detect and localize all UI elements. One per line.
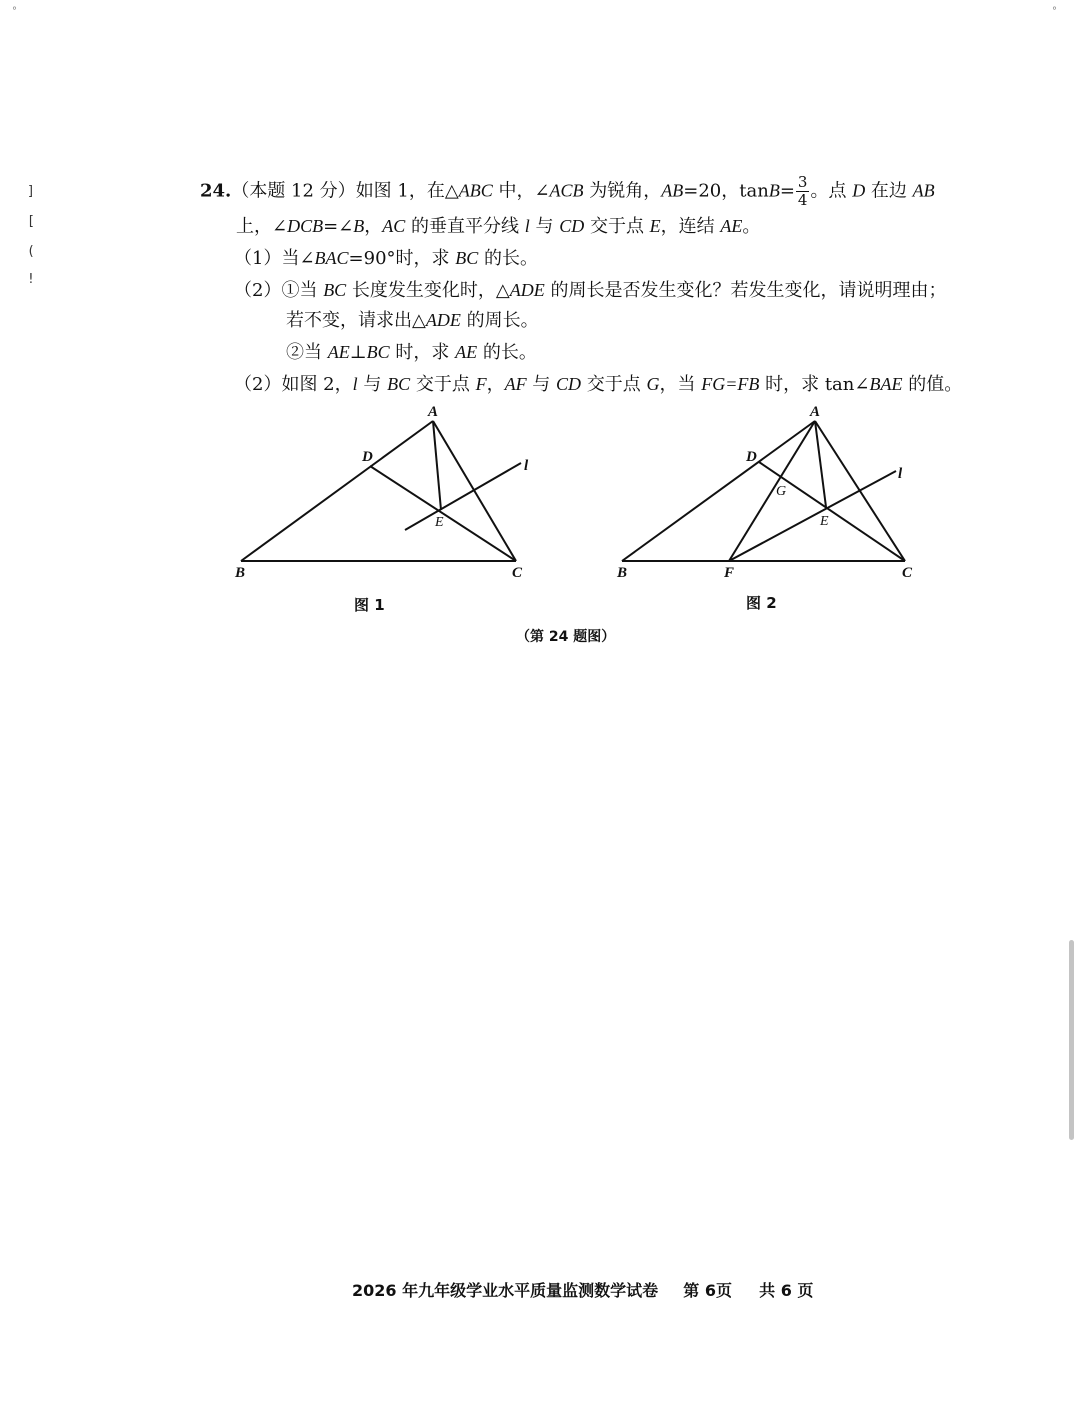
text: 时，求 tan∠: [759, 374, 870, 395]
text: ，: [364, 216, 383, 237]
text: ②当: [286, 342, 328, 363]
text: （2）①当: [234, 280, 324, 301]
text: 与: [529, 216, 560, 237]
math-var: AE: [327, 342, 350, 362]
text: =90°时，求: [348, 248, 456, 269]
math-var: DCB: [287, 216, 324, 236]
corner-mark-right: °: [1052, 6, 1057, 17]
text: 与: [526, 374, 557, 395]
figure-2-caption: 图 2: [746, 594, 777, 612]
vertical-scrollbar[interactable]: [1069, 940, 1074, 1140]
text: 。点: [810, 180, 853, 202]
text: （2）如图 2，: [234, 374, 353, 395]
fraction-numerator: 3: [797, 173, 808, 191]
math-var: CD: [556, 374, 582, 394]
math-var: AF: [504, 374, 527, 394]
text: =: [779, 180, 795, 202]
page-footer: [352, 1278, 813, 1301]
math-var: BAC: [314, 248, 349, 268]
text: 时，求: [389, 342, 456, 363]
text: 在边: [865, 180, 913, 202]
label-l: l: [524, 458, 529, 474]
math-var: FG=FB: [701, 374, 760, 394]
text: 长度发生变化时，△: [346, 280, 510, 301]
figure-1-caption: 图 1: [354, 596, 385, 614]
label-a: A: [810, 404, 821, 420]
math-var: AB: [661, 180, 684, 201]
math-var: AB: [912, 180, 935, 201]
math-var: B: [768, 180, 780, 201]
binding-mark: [: [27, 214, 35, 229]
label-b: B: [235, 565, 246, 581]
math-var: F: [475, 374, 487, 394]
label-d: D: [746, 449, 757, 465]
label-b: B: [617, 565, 628, 581]
math-var: BC: [455, 248, 479, 268]
text: 为锐角，: [583, 180, 662, 202]
text: 若不变，请求出△: [286, 310, 426, 331]
text: 的周长。: [460, 310, 539, 331]
text: 的值。: [902, 374, 963, 395]
label-l: l: [898, 466, 903, 482]
text: 。: [742, 216, 761, 237]
math-var: E: [649, 216, 661, 236]
text: 中，∠: [492, 180, 550, 202]
text: 如图 1，在△: [355, 180, 459, 202]
text: 的长。: [477, 342, 537, 363]
label-d: D: [362, 449, 373, 465]
text: 的长。: [478, 248, 539, 269]
text: ，: [486, 374, 505, 395]
text: 的周长是否发生变化？若发生变化，请说明理由；: [544, 280, 947, 301]
math-var: BC: [366, 342, 390, 362]
binding-mark: !: [27, 272, 35, 287]
label-c: C: [512, 565, 523, 581]
label-e: E: [820, 514, 829, 529]
math-var: AE: [720, 216, 743, 236]
fraction-denominator: 4: [797, 191, 808, 209]
page-total: 共 6 页: [759, 1281, 814, 1300]
text: 上，∠: [236, 216, 288, 237]
math-var: ADE: [425, 310, 461, 330]
math-var: ABC: [458, 180, 493, 201]
text: =20，tan: [683, 180, 769, 202]
math-var: BC: [387, 374, 411, 394]
math-var: B: [353, 216, 365, 236]
math-var: D: [852, 180, 866, 201]
text: =∠: [323, 216, 354, 237]
problem-score: （本题 12 分）: [231, 180, 356, 202]
figure-2-diagram: [0, 0, 1080, 640]
problem-number: 24.: [200, 180, 232, 202]
label-a: A: [428, 404, 439, 420]
math-var: G: [646, 374, 660, 394]
math-var: BAE: [869, 374, 903, 394]
text: 交于点: [581, 374, 647, 395]
page-number: 第 6页: [683, 1281, 732, 1300]
math-var: l: [524, 216, 530, 236]
text: 的垂直平分线: [405, 216, 525, 237]
label-c: C: [902, 565, 913, 581]
figures-caption: （第 24 题图）: [516, 629, 616, 645]
math-var: CD: [559, 216, 585, 236]
text: 交于点: [410, 374, 476, 395]
text: ，当: [659, 374, 702, 395]
text: ⊥: [349, 342, 367, 363]
label-e: E: [435, 515, 444, 530]
binding-mark: ]: [27, 184, 35, 199]
math-var: BC: [323, 280, 347, 300]
text: （1）当∠: [234, 248, 315, 269]
label-g: G: [776, 484, 787, 499]
binding-mark: (: [27, 244, 35, 259]
math-var: AC: [382, 216, 406, 236]
exam-title: 2026 年九年级学业水平质量监测数学试卷: [352, 1281, 659, 1300]
label-f: F: [724, 565, 735, 581]
math-var: AE: [455, 342, 478, 362]
corner-mark-left: °: [12, 6, 17, 17]
text: 与: [357, 374, 388, 395]
line-l: [729, 471, 896, 561]
math-var: l: [352, 374, 358, 394]
math-var: ADE: [509, 280, 545, 300]
math-var: ACB: [549, 180, 584, 201]
text: 交于点: [584, 216, 650, 237]
text: ，连结: [660, 216, 721, 237]
